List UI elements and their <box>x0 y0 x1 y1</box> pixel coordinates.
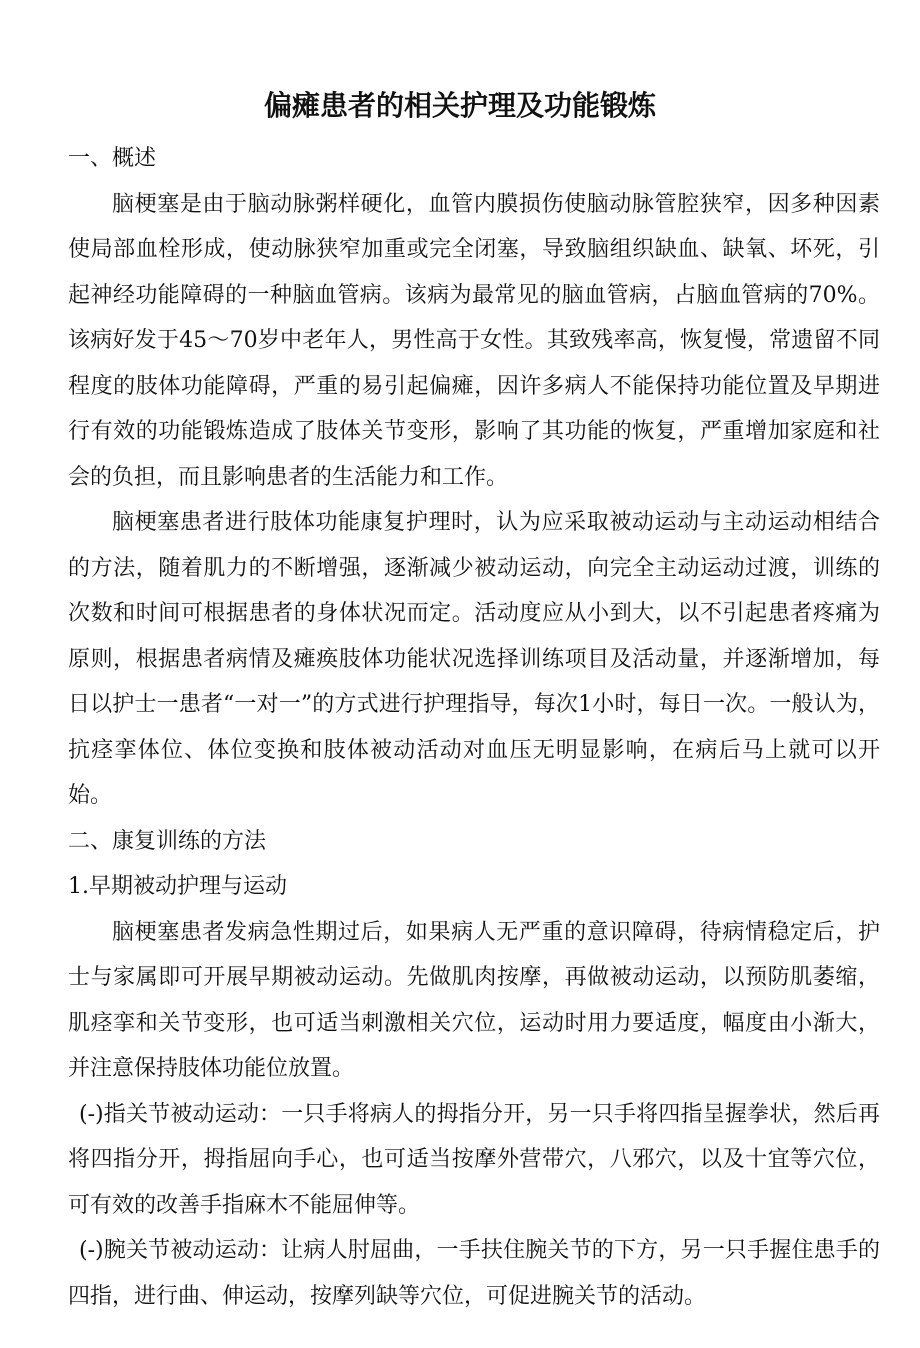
paragraph: 脑梗塞是由于脑动脉粥样硬化，血管内膜损伤使脑动脉管腔狭窄，因多种因素使局部血栓形成，使动脉狭窄加重或完全闭塞，导致脑组织缺血、缺氧、坏死，引起神经功能障碍的一种脑血管病。该病为最常见的脑血管病，占脑血管病的70%。该病好发于45～70岁中老年人，男性高于女性。其致残率高，恢复慢，常遗留不同程度的肢体功能障碍，严重的易引起偏瘫，因许多病人不能保持功能位置及早期进行有效的功能锻炼造成了肢体关节变形，影响了其功能的恢复，严重增加家庭和社会的负担，而且影响患者的生活能力和工作。 <box>68 191 880 490</box>
list-item: (-)指关节被动运动：一只手将病人的拇指分开，另一只手将四指呈握拳状，然后再将四指分开，拇指屈向手心，也可适当按摩外营带穴，八邪穴，以及十宜等穴位，可有效的改善手指麻木不能屈伸等。 <box>68 1101 880 1218</box>
list-item: (-)腕关节被动运动：让病人肘屈曲，一手扶住腕关节的下方，另一只手握住患手的四指，进行曲、伸运动，按摩列缺等穴位，可促进腕关节的活动。 <box>68 1238 880 1309</box>
subsection-heading: 1.早期被动护理与运动 <box>68 874 287 899</box>
page-title: 偏瘫患者的相关护理及功能锻炼 <box>263 89 656 122</box>
paragraph: 脑梗塞患者发病急性期过后，如果病人无严重的意识障碍，待病情稳定后，护士与家属即可开展早期被动运动。先做肌肉按摩，再做被动运动，以预防肌萎缩，肌痉挛和关节变形，也可适当刺激相关穴位，运动时用力要适度，幅度由小渐大，并注意保持肢体功能位放置。 <box>68 919 880 1081</box>
section-heading-methods: 二、康复训练的方法 <box>68 828 267 854</box>
document-body <box>68 136 880 1319</box>
section-heading-overview: 一、概述 <box>68 146 157 171</box>
paragraph: 脑梗塞患者进行肢体功能康复护理时，认为应采取被动运动与主动运动相结合的方法，随着肌力的不断增强，逐渐减少被动运动，向完全主动运动过渡，训练的次数和时间可根据患者的身体状况而定。活动度应从小到大，以不引起患者疼痛为原则，根据患者病情及瘫痪肢体功能状况选择训练项目及活动量，并逐渐增加，每日以护士一患者“一对一”的方式进行护理指导，每次1小时，每日一次。一般认为，抗痉挛体位、体位变换和肢体被动活动对血压无明显影响，在病后马上就可以开始。 <box>68 510 880 808</box>
